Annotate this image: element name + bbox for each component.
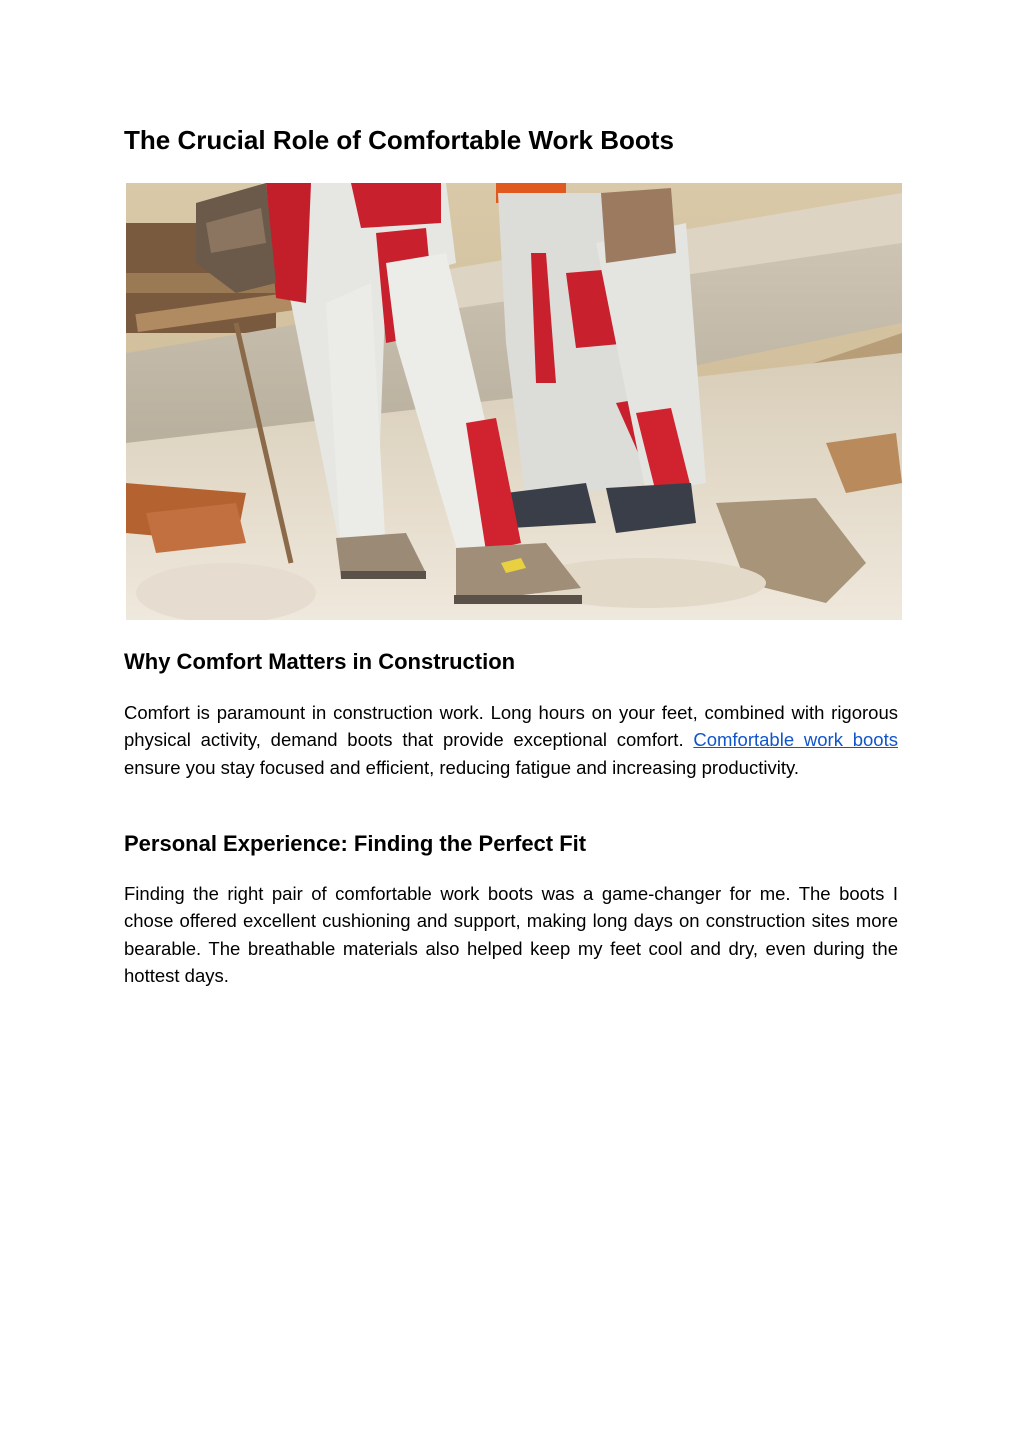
comfortable-work-boots-link[interactable]: Comfortable work boots xyxy=(693,729,898,751)
section-heading-why-comfort: Why Comfort Matters in Construction xyxy=(124,649,516,674)
section-heading-personal-experience: Personal Experience: Finding the Perfect Fit xyxy=(124,831,587,856)
document-title: The Crucial Role of Comfortable Work Boots xyxy=(124,125,674,155)
photo-illustration xyxy=(126,183,902,620)
construction-workers-photo xyxy=(126,183,902,620)
paragraph-text-before-link: Comfort is paramount in construction work. Long hours on your feet, combined with rigorous physical activity, demand boots that provide exceptional comfort. xyxy=(124,702,898,751)
section-paragraph-why-comfort xyxy=(124,699,898,781)
paragraph-text-after-link: ensure you stay focused and efficient, reducing fatigue and increasing productivity. xyxy=(124,756,799,778)
section-paragraph-personal-experience: Finding the right pair of comfortable work boots was a game-changer for me. The boots I chose offered excellent cushioning and support, making long days on construction sites more bearable. The breathable materials also helped keep my feet cool and dry, even during the hottest days. xyxy=(124,883,898,986)
